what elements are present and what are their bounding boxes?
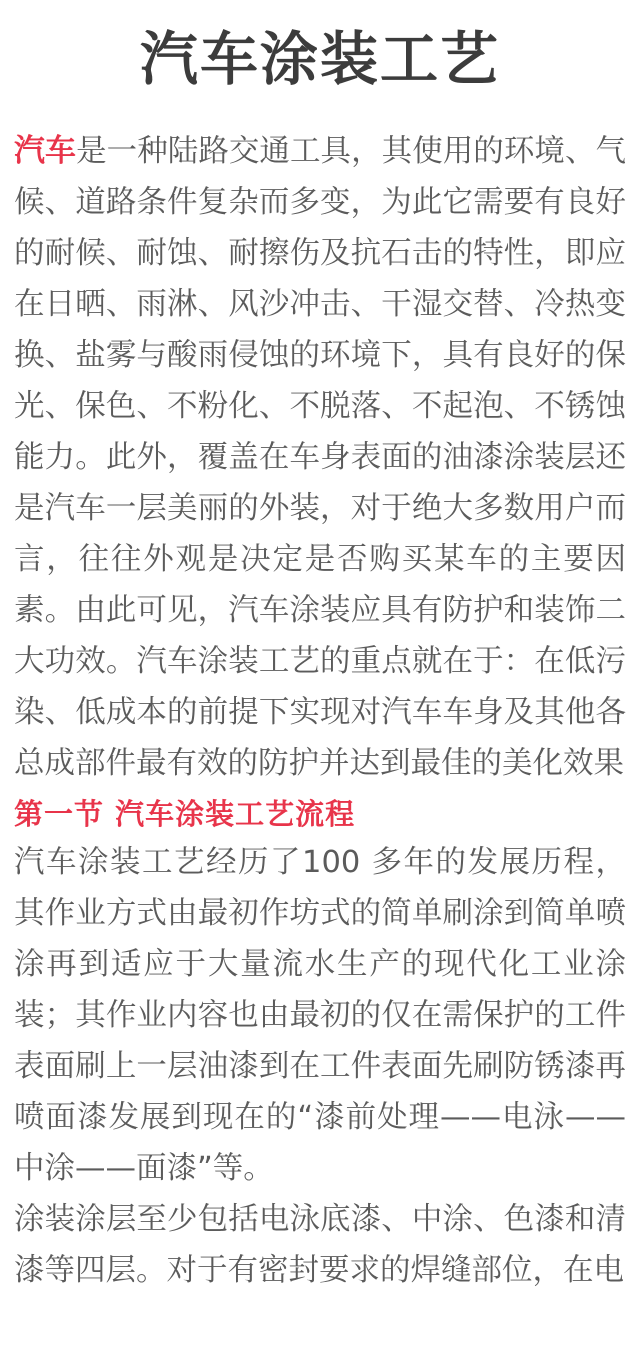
- paragraph-history: 汽车涂装工艺经历了100 多年的发展历程，其作业方式由最初作坊式的简单刷涂到简单喷涂再到适应于大量流水生产的现代化工业涂装；其作业内容也由最初的仅在需保护的工件表面刷上一层油漆到在工件表面先刷防锈漆再喷面漆发展到现在的“漆前处理——电泳——中涂——面漆”等。: [14, 844, 626, 1186]
- paragraph-intro: [14, 126, 626, 789]
- lead-keyword: 汽车: [14, 132, 77, 169]
- paragraph-intro-text: 是一种陆路交通工具，其使用的环境、气候、道路条件复杂而多变，为此它需要有良好的耐候、耐蚀、耐擦伤及抗石击的特性，即应在日晒、雨淋、风沙冲击、干湿交替、冷热变换、盐雾与酸雨侵蚀的环境下，具有良好的保光、保色、不粉化、不脱落、不起泡、不锈蚀能力。此外，覆盖在车身表面的油漆涂装层还是汽车一层美丽的外装，对于绝大多数用户而言，往往外观是决定是否购买某车的主要因素。由此可见，汽车涂装应具有防护和装饰二大功效。汽车涂装工艺的重点就在于：在低污染、低成本的前提下实现对汽车车身及其他各总成部件最有效的防护并达到最佳的美化效果: [14, 133, 627, 781]
- paragraph-layers: 涂装涂层至少包括电泳底漆、中涂、色漆和清漆等四层。对于有密封要求的焊缝部位，在电: [14, 1201, 626, 1288]
- section-heading: 第一节 汽车涂装工艺流程: [14, 796, 356, 831]
- page-title: 汽车涂装工艺: [139, 25, 500, 93]
